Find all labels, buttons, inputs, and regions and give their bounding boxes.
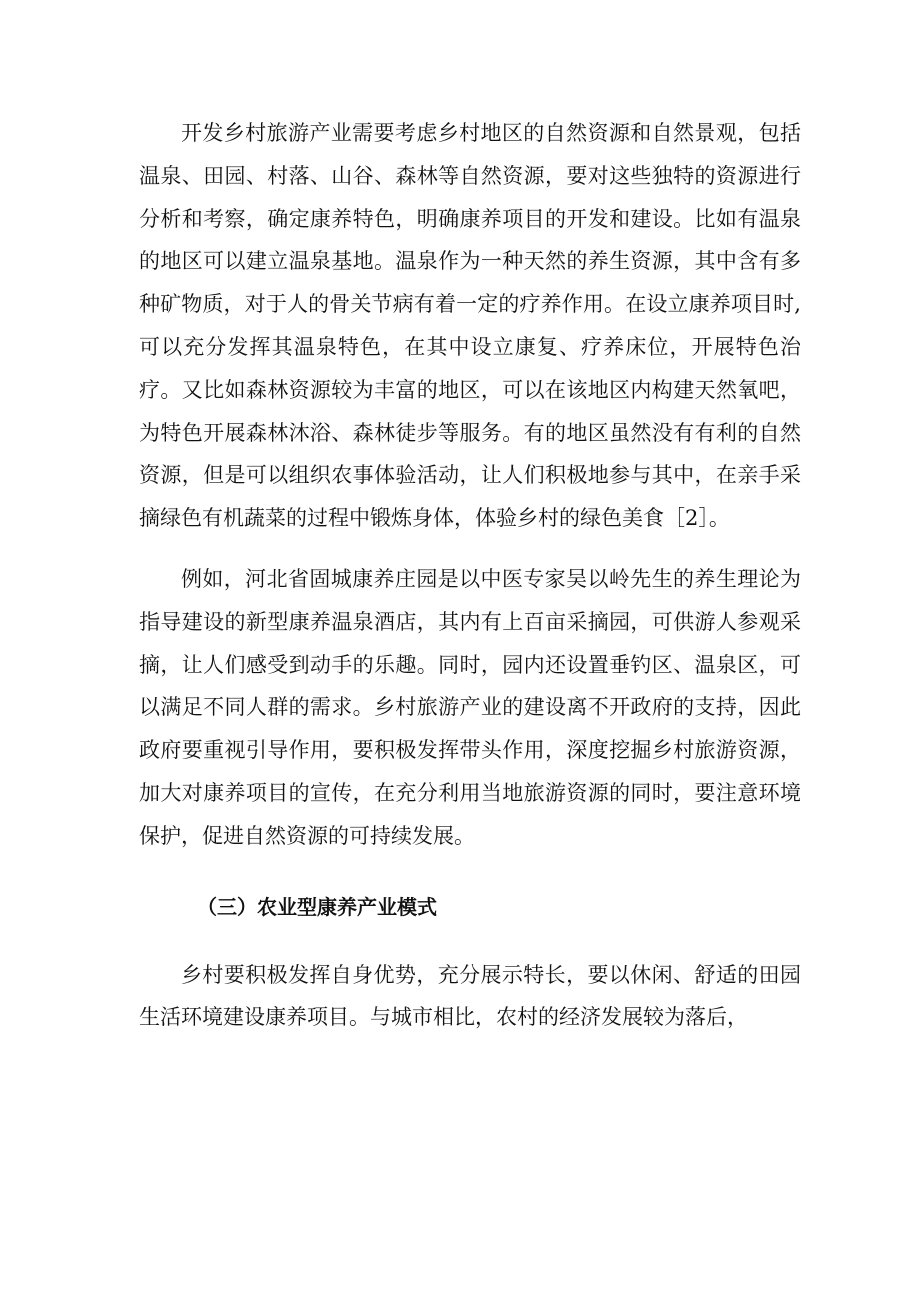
section-heading: （三）农业型康养产业模式 xyxy=(197,894,437,919)
paragraph-natural-resources: 开发乡村旅游产业需要考虑乡村地区的自然资源和自然景观，包括温泉、田园、村落、山谷、森林等自然资源，要对这些独特的资源进行分析和考察，确定康养特色，明确康养项目的开发和建设。比如有温泉的地区可以建立温泉基地。温泉作为一种天然的养生资源，其中含有多种矿物质，对于人的骨关节病有着一定的疗养作用。在设立康养项目时,可以充分发挥其温泉特色，在其中设立康复、疗养床位，开展特色治疗。又比如森林资源较为丰富的地区，可以在该地区内构建天然氧吧，为特色开展森林沐浴、森林徒步等服务。有的地区虽然没有有利的自然资源，但是可以组织农事体验活动，让人们积极地参与其中，在亲手采摘绿色有机蔬菜的过程中锻炼身体，体验乡村的绿色美食［2］。 xyxy=(139,121,801,531)
paragraph-gucheng-example: 例如，河北省固城康养庄园是以中医专家吴以岭先生的养生理论为指导建设的新型康养温泉酒店，其内有上百亩采摘园，可供游人参观采摘，让人们感受到动手的乐趣。同时，园内还设置垂钓区、温泉区，可以满足不同人群的需求。乡村旅游产业的建设离不开政府的支持，因此政府要重视引导作用，要积极发挥带头作用，深度挖掘乡村旅游资源，加大对康养项目的宣传，在充分利用当地旅游资源的同时，要注意环境保护，促进自然资源的可持续发展。 xyxy=(139,566,801,848)
document-body xyxy=(139,112,801,1039)
paragraph-agricultural-model: 乡村要积极发挥自身优势，充分展示特长，要以休闲、舒适的田园生活环境建设康养项目。与城市相比，农村的经济发展较为落后， xyxy=(139,962,801,1030)
